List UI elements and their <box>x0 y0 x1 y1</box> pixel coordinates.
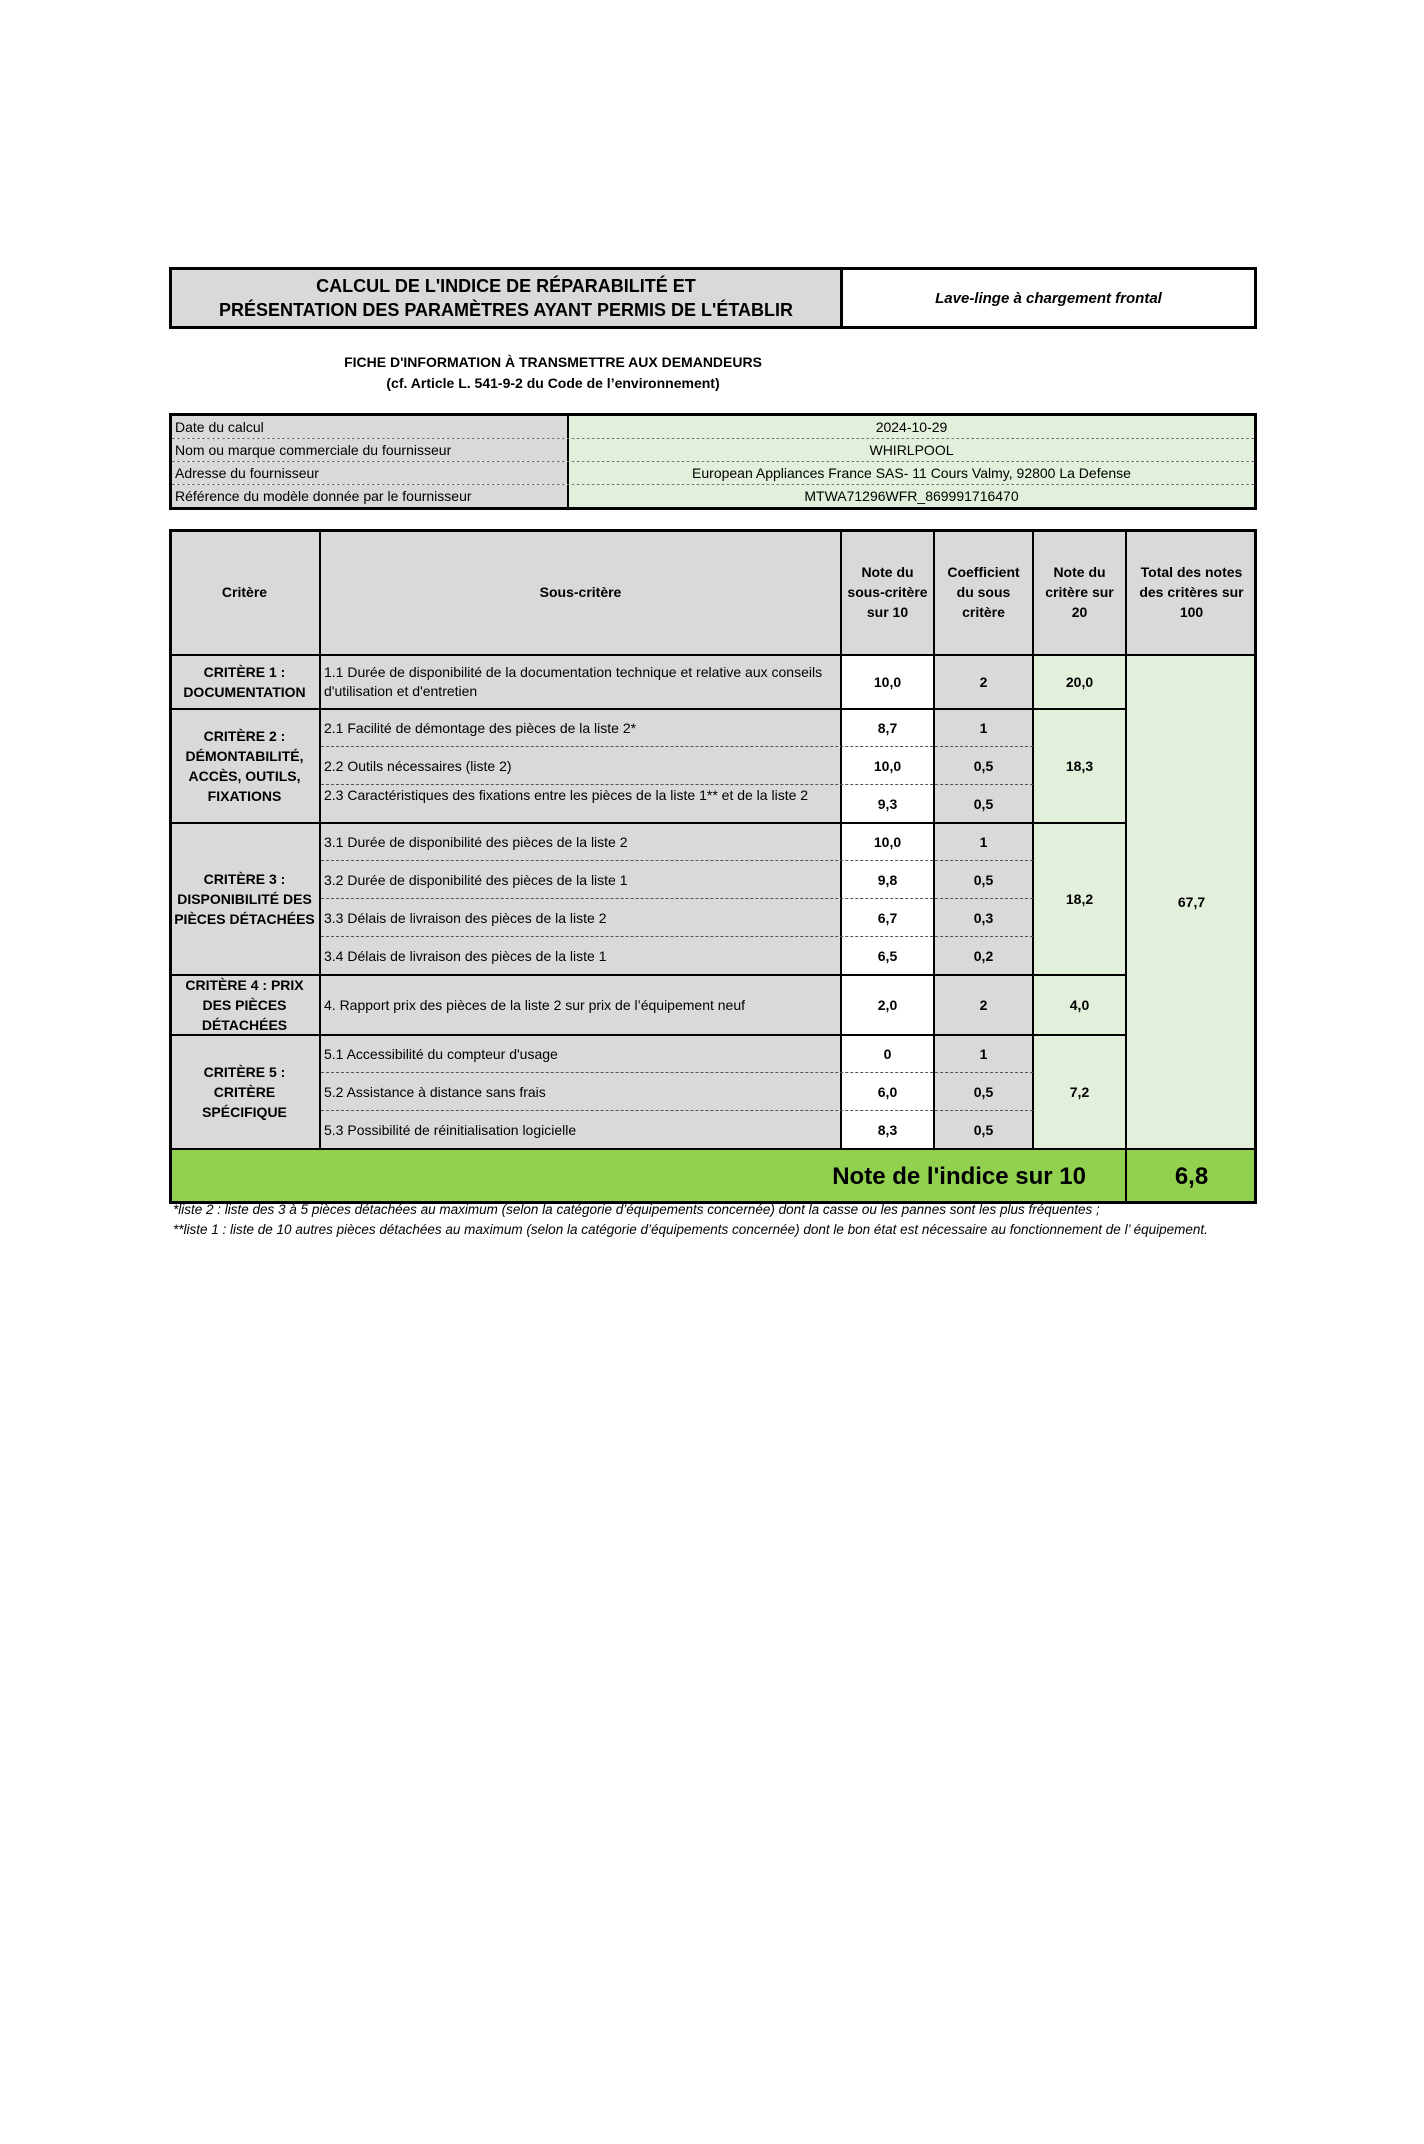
info-label: Référence du modèle donnée par le fournisseur <box>172 485 569 507</box>
subcriterion-note: 10,0 <box>841 747 934 785</box>
title-line-1: CALCUL DE L'INDICE DE RÉPARABILITÉ ET <box>316 276 696 296</box>
subcriterion-coef: 1 <box>934 823 1033 861</box>
subcriterion-label: 5.2 Assistance à distance sans frais <box>320 1073 841 1111</box>
supplier-info-table <box>169 413 1257 510</box>
footnotes <box>173 1200 1263 1240</box>
subcriterion-coef: 0,5 <box>934 1073 1033 1111</box>
subcriterion-note: 9,3 <box>841 785 934 823</box>
info-value: European Appliances France SAS- 11 Cours Valmy, 92800 La Defense <box>569 462 1254 484</box>
total-score-100: 67,7 <box>1126 655 1257 1149</box>
info-row-brand <box>172 439 1254 462</box>
subcriterion-note: 10,0 <box>841 823 934 861</box>
subcriterion-label: 5.1 Accessibilité du compteur d'usage <box>320 1035 841 1073</box>
subcriterion-note: 6,7 <box>841 899 934 937</box>
subcriterion-coef: 1 <box>934 709 1033 747</box>
header-critere: Critère <box>169 529 320 655</box>
subcriterion-label: 2.3 Caractéristiques des fixations entre les pièces de la liste 1** et de la liste 2 <box>320 785 841 823</box>
subcriterion-label: 3.1 Durée de disponibilité des pièces de la liste 2 <box>320 823 841 861</box>
criterion-5: CRITÈRE 5 : CRITÈRE SPÉCIFIQUE <box>169 1035 320 1149</box>
table-border <box>169 529 172 1204</box>
subcriterion-note: 9,8 <box>841 861 934 899</box>
criterion-2-note: 18,3 <box>1033 709 1126 823</box>
fiche-info <box>169 352 937 394</box>
row-divider <box>321 936 1033 937</box>
subcriterion-note: 8,7 <box>841 709 934 747</box>
subcriterion-coef: 2 <box>934 975 1033 1035</box>
grid-line <box>840 529 842 1149</box>
info-label: Adresse du fournisseur <box>172 462 569 484</box>
grid-line <box>169 1148 1257 1150</box>
subcriterion-note: 10,0 <box>841 655 934 709</box>
grid-line <box>319 529 321 1149</box>
info-row-address <box>172 462 1254 485</box>
subcriterion-label: 2.1 Facilité de démontage des pièces de la liste 2* <box>320 709 841 747</box>
subcriterion-label: 5.3 Possibilité de réinitialisation logicielle <box>320 1111 841 1149</box>
criterion-4: CRITÈRE 4 : PRIX DES PIÈCES DÉTACHÉES <box>169 975 320 1035</box>
row-divider <box>321 784 1033 785</box>
final-index-label: Note de l'indice sur 10 <box>169 1149 1126 1204</box>
subcriterion-coef: 1 <box>934 1035 1033 1073</box>
row-divider <box>321 746 1033 747</box>
subcriterion-coef: 2 <box>934 655 1033 709</box>
grid-line <box>933 529 935 1149</box>
row-divider <box>321 860 1033 861</box>
criterion-5-note: 7,2 <box>1033 1035 1126 1149</box>
subcriterion-note: 0 <box>841 1035 934 1073</box>
subcriterion-coef: 0,5 <box>934 1111 1033 1149</box>
subcriterion-coef: 0,5 <box>934 861 1033 899</box>
subcriterion-coef: 0,2 <box>934 937 1033 975</box>
criterion-3: CRITÈRE 3 : DISPONIBILITÉ DES PIÈCES DÉTACHÉES <box>169 823 320 975</box>
fiche-line-1: FICHE D'INFORMATION À TRANSMETTRE AUX DEMANDEURS <box>344 354 762 370</box>
table-border <box>169 529 1257 532</box>
criterion-3-note: 18,2 <box>1033 823 1126 975</box>
footnote-liste-2: *liste 2 : liste des 3 à 5 pièces détachées au maximum (selon la catégorie d’équipements concernée) dont la casse ou les pannes sont les plus fréquentes ; <box>173 1202 1100 1217</box>
header-note-sous-critere: Note du sous-critère sur 10 <box>841 529 934 655</box>
subcriterion-note: 2,0 <box>841 975 934 1035</box>
row-divider <box>321 1072 1033 1073</box>
subcriterion-label: 3.4 Délais de livraison des pièces de la liste 1 <box>320 937 841 975</box>
document-title <box>172 270 843 326</box>
subcriterion-note: 6,5 <box>841 937 934 975</box>
repairability-table <box>169 529 1257 1204</box>
subcriterion-note: 8,3 <box>841 1111 934 1149</box>
row-divider <box>321 898 1033 899</box>
grid-line <box>169 1034 1126 1036</box>
final-index-value: 6,8 <box>1126 1149 1257 1204</box>
subcriterion-label: 4. Rapport prix des pièces de la liste 2 sur prix de l’équipement neuf <box>320 975 841 1035</box>
subcriterion-label: 1.1 Durée de disponibilité de la documentation technique et relative aux conseils d'utilisation et d'entretien <box>320 655 841 709</box>
info-value: MTWA71296WFR_869991716470 <box>569 485 1254 507</box>
subcriterion-coef: 0,5 <box>934 785 1033 823</box>
criterion-1: CRITÈRE 1 : DOCUMENTATION <box>169 655 320 709</box>
header-total: Total des notes des critères sur 100 <box>1126 529 1257 655</box>
info-label: Date du calcul <box>172 416 569 438</box>
product-type: Lave-linge à chargement frontal <box>935 289 1162 307</box>
info-value: 2024-10-29 <box>569 416 1254 438</box>
subcriterion-label: 3.2 Durée de disponibilité des pièces de la liste 1 <box>320 861 841 899</box>
grid-line <box>169 974 1126 976</box>
subcriterion-label: 2.2 Outils nécessaires (liste 2) <box>320 747 841 785</box>
title-line-2: PRÉSENTATION DES PARAMÈTRES AYANT PERMIS DE L'ÉTABLIR <box>218 300 793 320</box>
info-row-reference <box>172 485 1254 507</box>
subcriterion-label: 3.3 Délais de livraison des pièces de la liste 2 <box>320 899 841 937</box>
header-coefficient: Coefficient du sous critère <box>934 529 1033 655</box>
criterion-4-note: 4,0 <box>1033 975 1126 1035</box>
subcriterion-note: 6,0 <box>841 1073 934 1111</box>
grid-line <box>169 654 1257 656</box>
fiche-line-2: (cf. Article L. 541-9-2 du Code de l’environnement) <box>386 375 720 391</box>
criterion-2: CRITÈRE 2 : DÉMONTABILITÉ, ACCÈS, OUTILS, FIXATIONS <box>169 709 320 823</box>
grid-line <box>1125 529 1127 1204</box>
grid-line <box>169 708 1126 710</box>
footnote-liste-1: **liste 1 : liste de 10 autres pièces détachées au maximum (selon la catégorie d’équipements concernée) dont le bon état est nécessaire au fonctionnement de l’ équipement. <box>173 1222 1208 1237</box>
criterion-1-note: 20,0 <box>1033 655 1126 709</box>
info-value: WHIRLPOOL <box>569 439 1254 461</box>
grid-line <box>169 822 1126 824</box>
row-divider <box>321 1110 1033 1111</box>
subcriterion-coef: 0,3 <box>934 899 1033 937</box>
header-box <box>169 267 1257 329</box>
info-label: Nom ou marque commerciale du fournisseur <box>172 439 569 461</box>
header-sous-critere: Sous-critère <box>320 529 841 655</box>
subcriterion-coef: 0,5 <box>934 747 1033 785</box>
table-border <box>1254 529 1257 1204</box>
info-row-date <box>172 416 1254 439</box>
header-note-critere: Note du critère sur 20 <box>1033 529 1126 655</box>
grid-line <box>1032 529 1034 1149</box>
